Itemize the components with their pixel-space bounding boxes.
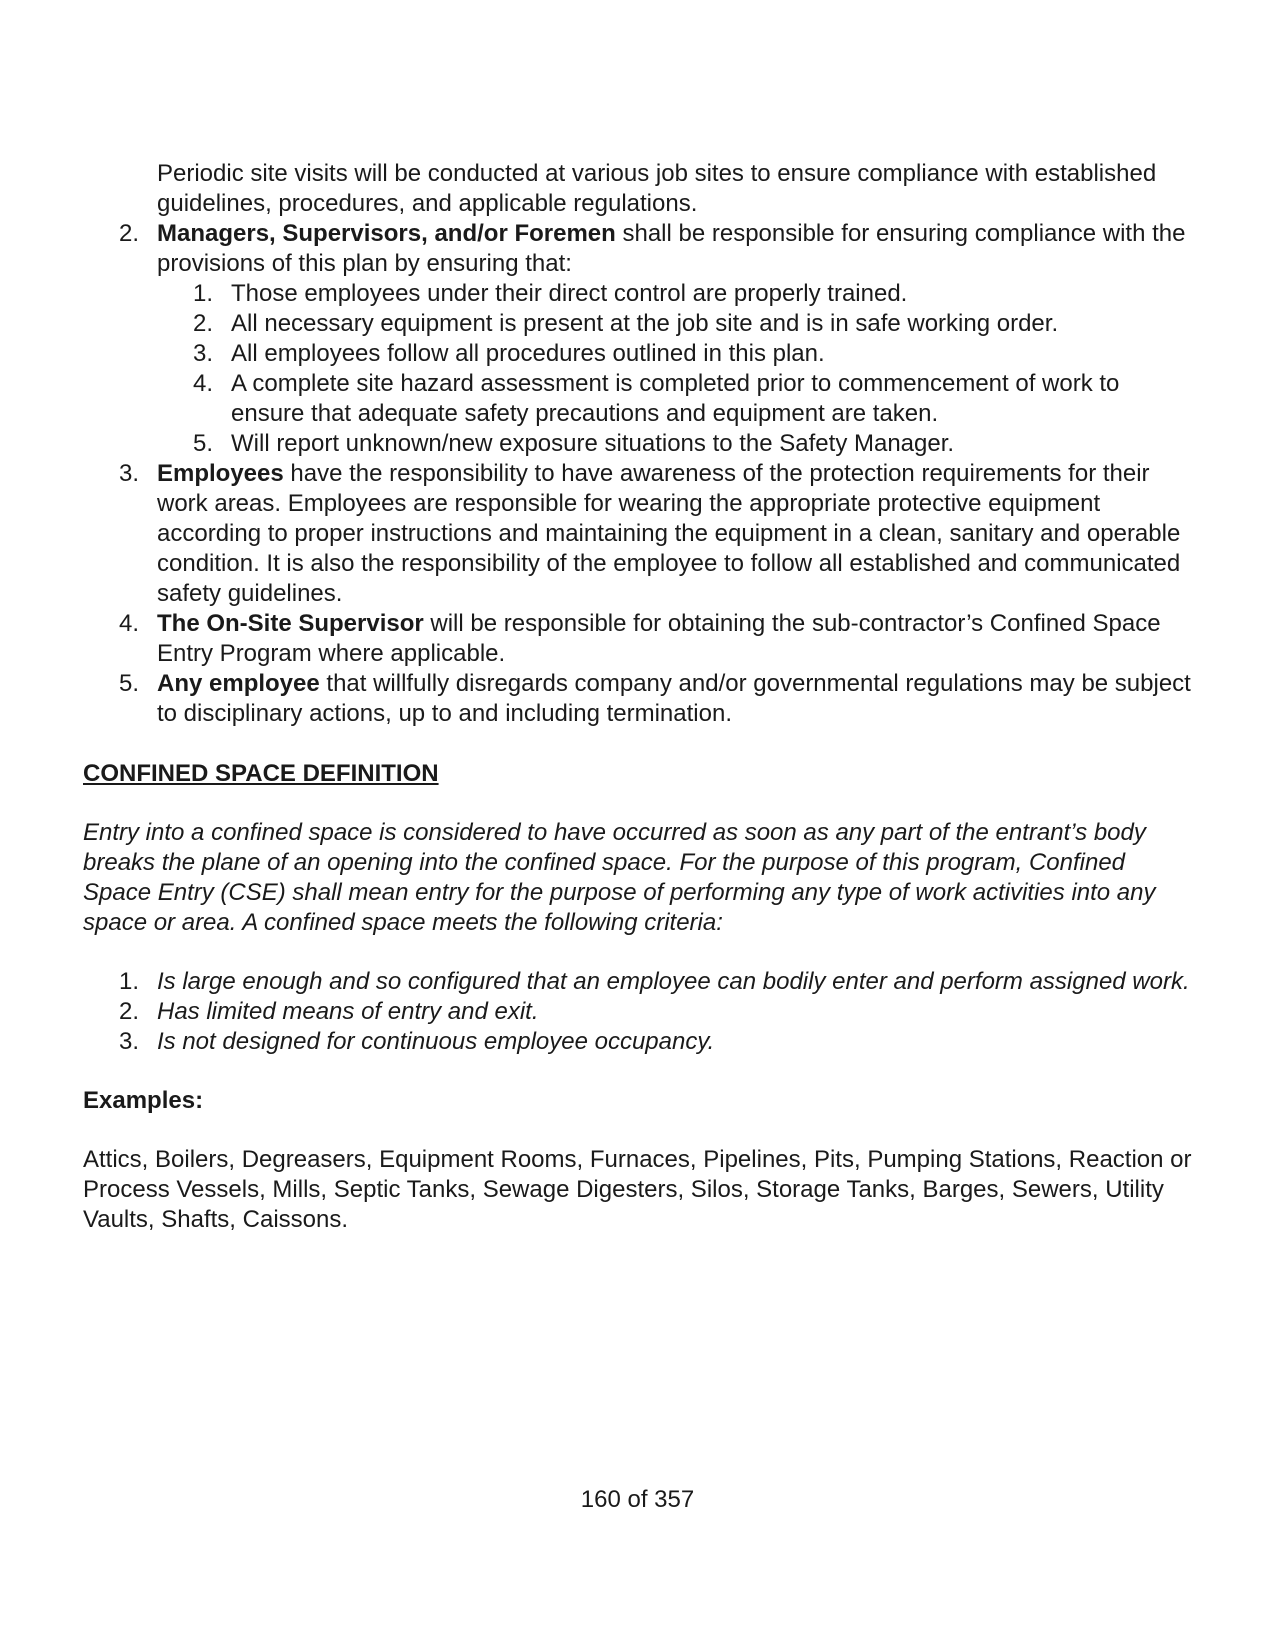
list-number: 2. bbox=[119, 220, 140, 247]
sub-list-text: Will report unknown/new exposure situations to the Safety Manager. bbox=[231, 430, 955, 457]
sub-list-item bbox=[83, 369, 1198, 429]
sub-list-text: Those employees under their direct control are properly trained. bbox=[231, 280, 908, 307]
list-number: 5. bbox=[119, 670, 140, 697]
criteria-number: 3. bbox=[119, 1028, 140, 1055]
criteria-text: Is large enough and so configured that an employee can bodily enter and perform assigned work. bbox=[157, 968, 1190, 995]
criteria-number: 1. bbox=[119, 968, 140, 995]
criteria-list bbox=[83, 967, 1198, 1057]
examples-heading: Examples: bbox=[83, 1087, 204, 1114]
page-number: 160 of 357 bbox=[580, 1486, 695, 1513]
criteria-text: Has limited means of entry and exit. bbox=[157, 998, 539, 1025]
sub-list-number: 5. bbox=[193, 430, 214, 457]
list-item bbox=[83, 609, 1198, 669]
criteria-item bbox=[83, 1027, 1198, 1057]
sub-list-text: A complete site hazard assessment is completed prior to commencement of work to ensure that adequate safety precautions and equipment are taken. bbox=[231, 370, 1120, 427]
sub-list-number: 4. bbox=[193, 370, 214, 397]
sub-list-item bbox=[83, 309, 1198, 339]
sub-list-item bbox=[83, 429, 1198, 459]
document-page bbox=[83, 159, 1198, 1235]
criteria-text: Is not designed for continuous employee occupancy. bbox=[157, 1028, 715, 1055]
list-item-text: shall be responsible for ensuring compliance with the provisions of this plan by ensuring that: bbox=[157, 220, 1186, 277]
sub-list-text: All employees follow all procedures outlined in this plan. bbox=[231, 340, 825, 367]
list-item bbox=[83, 459, 1198, 609]
sub-list-number: 3. bbox=[193, 340, 214, 367]
sub-list-number: 2. bbox=[193, 310, 214, 337]
list-number: 3. bbox=[119, 460, 140, 487]
criteria-item bbox=[83, 967, 1198, 997]
section-heading: CONFINED SPACE DEFINITION bbox=[83, 760, 439, 787]
list-item-text: have the responsibility to have awareness of the protection requirements for their work areas. Employees are responsible for wearing the appropriate protective equipment according to proper instructions and maintaining the equipment in a clean, sanitary and operable condition. It is also the responsibility of the employee to follow all established and communicated safety guidelines. bbox=[157, 460, 1181, 607]
criteria-number: 2. bbox=[119, 998, 140, 1025]
list-item-lead: Any employee bbox=[157, 670, 320, 697]
list-item-lead: The On-Site Supervisor bbox=[157, 610, 424, 637]
sub-list-item bbox=[83, 339, 1198, 369]
criteria-item bbox=[83, 997, 1198, 1027]
list-item-lead: Employees bbox=[157, 460, 284, 487]
sub-list-item bbox=[83, 279, 1198, 309]
list-item-text: that willfully disregards company and/or governmental regulations may be subject to disciplinary actions, up to and including termination. bbox=[157, 670, 1191, 727]
list-item-lead: Managers, Supervisors, and/or Foremen bbox=[157, 220, 616, 247]
list-number: 4. bbox=[119, 610, 140, 637]
sub-list-text: All necessary equipment is present at the job site and is in safe working order. bbox=[231, 310, 1059, 337]
intro-paragraph: Periodic site visits will be conducted at various job sites to ensure compliance with established guidelines, procedures, and applicable regulations. bbox=[157, 160, 1157, 217]
list-item bbox=[83, 219, 1198, 279]
list-item bbox=[83, 669, 1198, 729]
examples-paragraph: Attics, Boilers, Degreasers, Equipment Rooms, Furnaces, Pipelines, Pits, Pumping Stations, Reaction or Process Vessels, Mills, Septic Tanks, Sewage Digesters, Silos, Storage Tanks, Barges, Sewers, Utility Vaults, Shafts, Caissons. bbox=[83, 1146, 1192, 1233]
definition-paragraph: Entry into a confined space is considered to have occurred as soon as any part of the entrant’s body breaks the plane of an opening into the confined space. For the purpose of this program, Confined Space Entry (CSE) shall mean entry for the purpose of performing any type of work activities into any space or area. A confined space meets the following criteria: bbox=[83, 819, 1156, 936]
list-item-text: will be responsible for obtaining the sub-contractor’s Confined Space Entry Program where applicable. bbox=[157, 610, 1161, 667]
sub-list-number: 1. bbox=[193, 280, 214, 307]
